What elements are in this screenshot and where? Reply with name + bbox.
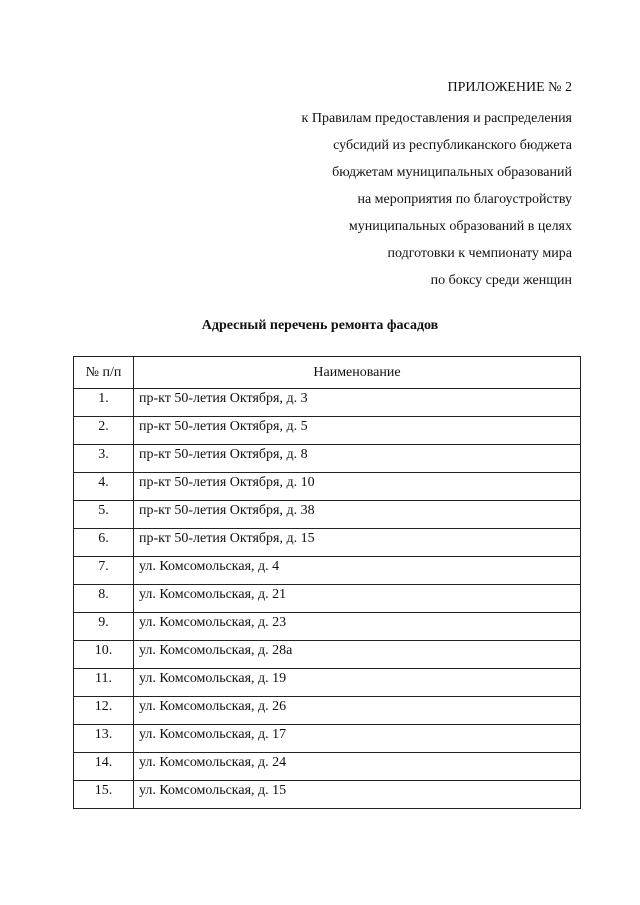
table-row xyxy=(74,585,581,613)
table-header-row xyxy=(74,357,581,389)
row-number: 11. xyxy=(74,669,134,697)
row-number: 6. xyxy=(74,529,134,557)
table-row xyxy=(74,529,581,557)
row-address: пр-кт 50-летия Октября, д. 10 xyxy=(134,473,581,501)
annex-basis-line: по боксу среди женщин xyxy=(430,273,572,288)
row-number: 3. xyxy=(74,445,134,473)
row-number: 12. xyxy=(74,697,134,725)
annex-basis-line: на мероприятия по благоустройству xyxy=(357,192,572,207)
row-number: 5. xyxy=(74,501,134,529)
row-address: ул. Комсомольская, д. 28а xyxy=(134,641,581,669)
table-row xyxy=(74,501,581,529)
row-address: ул. Комсомольская, д. 17 xyxy=(134,725,581,753)
table-row xyxy=(74,781,581,809)
row-address: пр-кт 50-летия Октября, д. 38 xyxy=(134,501,581,529)
row-address: ул. Комсомольская, д. 21 xyxy=(134,585,581,613)
row-address: пр-кт 50-летия Октября, д. 8 xyxy=(134,445,581,473)
table-row xyxy=(74,417,581,445)
table-row xyxy=(74,725,581,753)
annex-basis-line: к Правилам предоставления и распределения xyxy=(301,111,572,126)
row-number: 8. xyxy=(74,585,134,613)
table-row xyxy=(74,697,581,725)
row-address: ул. Комсомольская, д. 19 xyxy=(134,669,581,697)
table-row xyxy=(74,753,581,781)
column-header-name: Наименование xyxy=(134,357,581,389)
table-row xyxy=(74,445,581,473)
row-number: 14. xyxy=(74,753,134,781)
table-row xyxy=(74,669,581,697)
row-number: 15. xyxy=(74,781,134,809)
row-number: 9. xyxy=(74,613,134,641)
annex-basis-line: подготовки к чемпионату мира xyxy=(387,246,572,261)
row-number: 1. xyxy=(74,389,134,417)
row-address: ул. Комсомольская, д. 26 xyxy=(134,697,581,725)
annex-header xyxy=(302,76,572,294)
row-address: пр-кт 50-летия Октября, д. 3 xyxy=(134,389,581,417)
table-row xyxy=(74,557,581,585)
table-row xyxy=(74,613,581,641)
table-row xyxy=(74,641,581,669)
annex-basis-line: муниципальных образований в целях xyxy=(348,219,572,234)
row-number: 7. xyxy=(74,557,134,585)
row-address: ул. Комсомольская, д. 24 xyxy=(134,753,581,781)
table-row xyxy=(74,389,581,417)
annex-basis-line: бюджетам муниципальных образований xyxy=(332,165,572,180)
annex-basis-line: субсидий из республиканского бюджета xyxy=(333,138,572,153)
row-address: пр-кт 50-летия Октября, д. 5 xyxy=(134,417,581,445)
row-address: ул. Комсомольская, д. 23 xyxy=(134,613,581,641)
address-table xyxy=(73,356,581,809)
row-address: ул. Комсомольская, д. 4 xyxy=(134,557,581,585)
row-address: пр-кт 50-летия Октября, д. 15 xyxy=(134,529,581,557)
row-number: 4. xyxy=(74,473,134,501)
row-number: 2. xyxy=(74,417,134,445)
column-header-number: № п/п xyxy=(74,357,134,389)
row-number: 10. xyxy=(74,641,134,669)
document-title: Адресный перечень ремонта фасадов xyxy=(201,318,439,333)
annex-title: ПРИЛОЖЕНИЕ № 2 xyxy=(447,80,572,95)
row-number: 13. xyxy=(74,725,134,753)
row-address: ул. Комсомольская, д. 15 xyxy=(134,781,581,809)
table-row xyxy=(74,473,581,501)
